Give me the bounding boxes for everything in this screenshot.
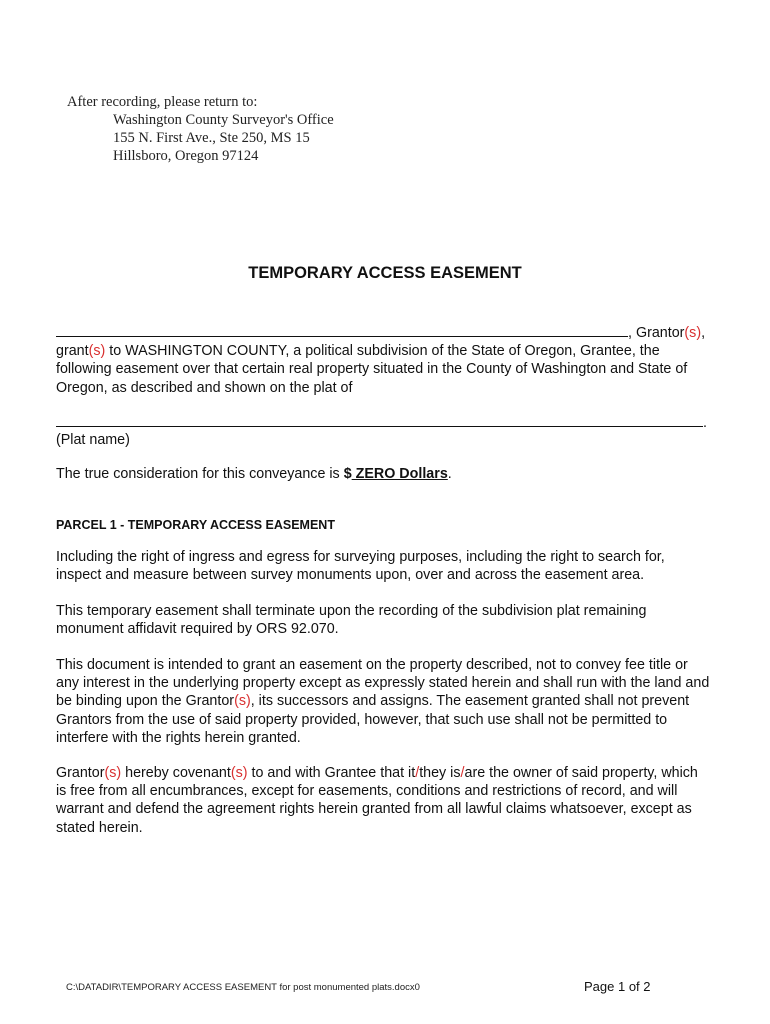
document-title: TEMPORARY ACCESS EASEMENT xyxy=(248,264,522,282)
consideration-line xyxy=(56,465,711,483)
plat-line-row xyxy=(56,413,711,432)
grantor-comma: , xyxy=(701,325,706,341)
grantor-label: , Grantor xyxy=(628,325,685,341)
consideration-prefix: The true consideration for this conveyance is xyxy=(56,466,344,482)
grantor-paragraph xyxy=(56,323,711,397)
covenant-text-5: are the owner of said property, which is free from all encumbrances, except for easements, conditions and restrictions of record, and will warrant and defend the agreement rights herein granted from all lawful claims whatsoever, except as stated herein. xyxy=(56,765,698,836)
ingress-paragraph: Including the right of ingress and egress for surveying purposes, including the right to search for, inspect and measure between survey monuments upon, over and across the easement area. xyxy=(56,549,665,584)
consideration-suffix: . xyxy=(447,466,452,482)
intent-text-part2: , its successors and assigns. The easement granted shall not prevent Grantors from the use of said property provided, however, that such use shall not be permitted to interfere with the rights herein granted. xyxy=(56,693,690,746)
covenant-text-3: to and with Grantee that it xyxy=(247,765,416,781)
footer-page-number: Page 1 of 2 xyxy=(584,979,651,994)
consideration-amount: ZERO Dollars xyxy=(351,466,448,482)
grantor-paragraph-text: to WASHINGTON COUNTY, a political subdivision of the State of Oregon, Grantee, the following easement over that certain real property situated in the County of Washington and State of Oregon, as described and shown on the plat of xyxy=(56,343,688,396)
plat-name-label: (Plat name) xyxy=(56,432,130,448)
return-street: 155 N. First Ave., Ste 250, MS 15 xyxy=(113,130,310,146)
covenant-slash-2: / xyxy=(460,765,465,781)
plat-line-period: . xyxy=(703,415,707,431)
grant-plural-marker: (s) xyxy=(88,343,106,360)
return-address-block xyxy=(67,93,334,165)
return-city: Hillsboro, Oregon 97124 xyxy=(113,148,259,164)
covenant-text-4: they is xyxy=(419,765,461,781)
consideration-dollar-sign: $ xyxy=(343,466,352,482)
grant-word: grant xyxy=(56,343,89,360)
grantor-plural-marker: (s) xyxy=(684,325,702,341)
grantor-name-blank[interactable] xyxy=(56,323,628,337)
covenant-marker-1: (s) xyxy=(104,765,122,781)
plat-name-blank[interactable] xyxy=(56,413,703,427)
intent-text-part1: This document is intended to grant an easement on the property described, not to convey fee title or any interest in the underlying property except as expressly stated herein and shall run with the land and be binding upon the Grantor xyxy=(56,657,710,710)
termination-paragraph: This temporary easement shall terminate upon the recording of the subdivision plat remaining monument affidavit required by ORS 92.070. xyxy=(56,603,647,638)
return-office: Washington County Surveyor's Office xyxy=(113,112,334,128)
covenant-text-2: hereby covenant xyxy=(121,765,231,781)
intent-paragraph xyxy=(56,656,711,747)
parcel-heading: PARCEL 1 - TEMPORARY ACCESS EASEMENT xyxy=(56,518,335,532)
covenant-text-1: Grantor xyxy=(56,765,105,781)
covenant-slash-1: / xyxy=(415,765,420,781)
covenant-paragraph xyxy=(56,764,711,837)
intent-plural-marker: (s) xyxy=(234,693,251,710)
footer-file-path: C:\DATADIR\TEMPORARY ACCESS EASEMENT for post monumented plats.docx0 xyxy=(66,982,420,993)
covenant-marker-2: (s) xyxy=(230,765,248,781)
return-instruction: After recording, please return to: xyxy=(67,94,258,110)
